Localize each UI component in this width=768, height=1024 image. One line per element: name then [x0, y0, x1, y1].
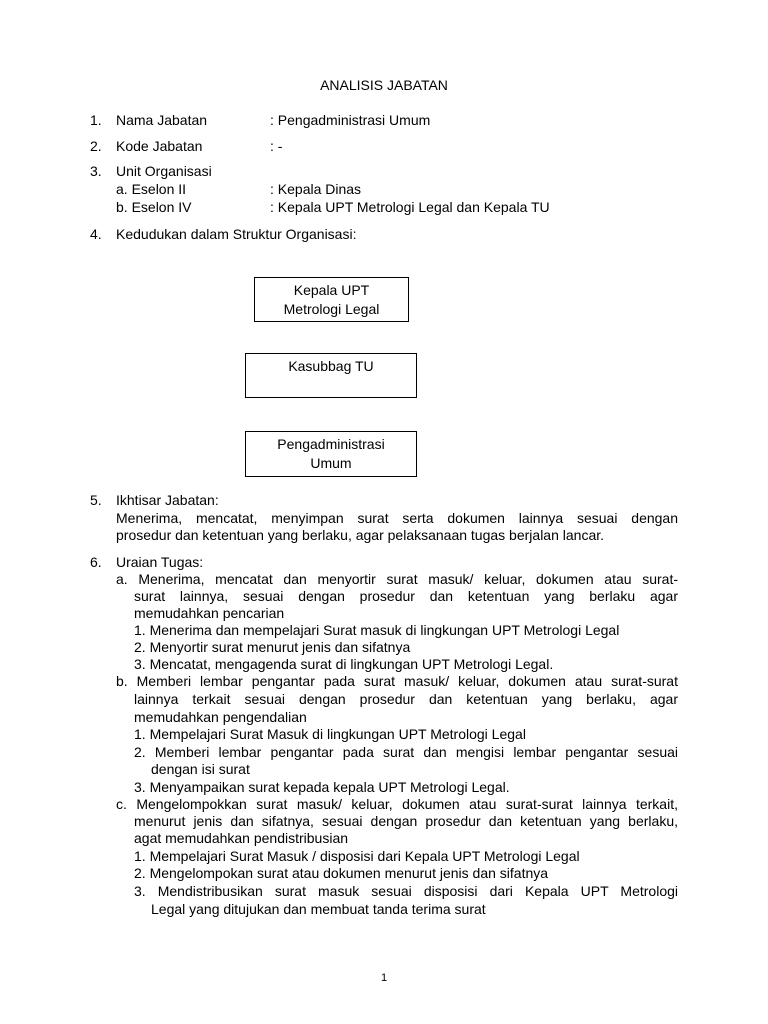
org-box-kepala-upt	[254, 277, 409, 322]
item-number: 1.	[90, 112, 102, 128]
item-label-nama-jabatan: Nama Jabatan	[116, 112, 208, 128]
item-number: 4.	[90, 226, 102, 242]
ikhtisar-text-line: prosedur dan ketentuan yang berlaku, agar pelaksanaan tugas berjalan lancar.	[116, 527, 605, 543]
uraian-b-line: lainnya terkait sesuai dengan prosedur dan ketentuan yang berlaku, agar	[134, 691, 678, 707]
uraian-c-subitem: 3. Mendistribusikan surat masuk sesuai disposisi dari Kepala UPT Metrologi	[134, 883, 678, 899]
org-box-pengadministrasi-umum	[245, 431, 417, 477]
uraian-c-subitem-continued: Legal yang ditujukan dan membuat tanda terima surat	[151, 901, 486, 917]
item-value-kode-jabatan: : -	[270, 138, 283, 154]
ikhtisar-text-line: Menerima, mencatat, menyimpan surat serta dokumen lainnya sesuai dengan	[116, 510, 678, 526]
uraian-heading: Uraian Tugas:	[116, 554, 204, 570]
item-value-nama-jabatan: : Pengadministrasi Umum	[270, 112, 431, 128]
item-value-eselon-ii: : Kepala Dinas	[270, 181, 362, 197]
org-box-line: Pengadministrasi	[277, 436, 385, 452]
uraian-a-line: surat lainnya, sesuai dengan prosedur dan ketentuan yang berlaku agar	[134, 588, 678, 604]
uraian-a-line: a. Menerima, mencatat dan menyortir surat masuk/ keluar, dokumen atau surat-	[116, 571, 678, 587]
uraian-c-subitem: 1. Mempelajari Surat Masuk / disposisi dari Kepala UPT Metrologi Legal	[134, 848, 580, 864]
item-value-eselon-iv: : Kepala UPT Metrologi Legal dan Kepala TU	[270, 199, 550, 215]
uraian-b-subitem-continued: dengan isi surat	[151, 761, 250, 777]
uraian-a-subitem: 3. Mencatat, mengagenda surat di lingkungan UPT Metrologi Legal.	[134, 656, 554, 672]
item-label-kedudukan: Kedudukan dalam Struktur Organisasi:	[116, 226, 357, 242]
org-box-line: Umum	[310, 455, 352, 471]
item-label-eselon-ii: a. Eselon II	[116, 181, 187, 197]
item-number: 2.	[90, 138, 102, 154]
item-label-unit-organisasi: Unit Organisasi	[116, 163, 212, 179]
page-number: 1	[380, 972, 388, 984]
item-number: 3.	[90, 163, 102, 179]
item-number: 6.	[90, 554, 102, 570]
uraian-b-subitem: 2. Memberi lembar pengantar pada surat dan mengisi lembar pengantar sesuai	[134, 744, 678, 760]
uraian-c-subitem: 2. Mengelompokan surat atau dokumen menurut jenis dan sifatnya	[134, 865, 549, 881]
uraian-b-subitem: 3. Menyampaikan surat kepada kepala UPT Metrologi Legal.	[134, 779, 510, 795]
uraian-b-subitem: 1. Mempelajari Surat Masuk di lingkungan UPT Metrologi Legal	[134, 726, 526, 742]
item-label-eselon-iv: b. Eselon IV	[116, 199, 192, 215]
uraian-a-subitem: 2. Menyortir surat menurut jenis dan sifatnya	[134, 639, 411, 655]
item-number: 5.	[90, 492, 102, 508]
uraian-b-line: b. Memberi lembar pengantar pada surat masuk/ keluar, dokumen atau surat-surat	[116, 673, 678, 689]
uraian-c-line: agat memudahkan pendistribusian	[134, 830, 349, 846]
item-label-kode-jabatan: Kode Jabatan	[116, 138, 203, 154]
uraian-c-line: menurut jenis dan sifatnya, sesuai dengan prosedur dan ketentuan yang berlaku,	[134, 813, 678, 829]
org-box-line: Metrologi Legal	[283, 301, 380, 317]
uraian-a-line: memudahkan pencarian	[134, 605, 285, 621]
org-box-kasubbag-tu	[245, 353, 417, 398]
uraian-c-line: c. Mengelompokkan surat masuk/ keluar, dokumen atau surat-surat lainnya terkait,	[116, 796, 678, 812]
uraian-a-subitem: 1. Menerima dan mempelajari Surat masuk di lingkungan UPT Metrologi Legal	[134, 622, 620, 638]
ikhtisar-heading: Ikhtisar Jabatan:	[116, 492, 219, 508]
uraian-b-line: memudahkan pengendalian	[134, 709, 307, 725]
org-box-line: Kasubbag TU	[288, 358, 374, 374]
org-box-line: Kepala UPT	[293, 282, 370, 298]
document-title: ANALISIS JABATAN	[320, 77, 448, 93]
